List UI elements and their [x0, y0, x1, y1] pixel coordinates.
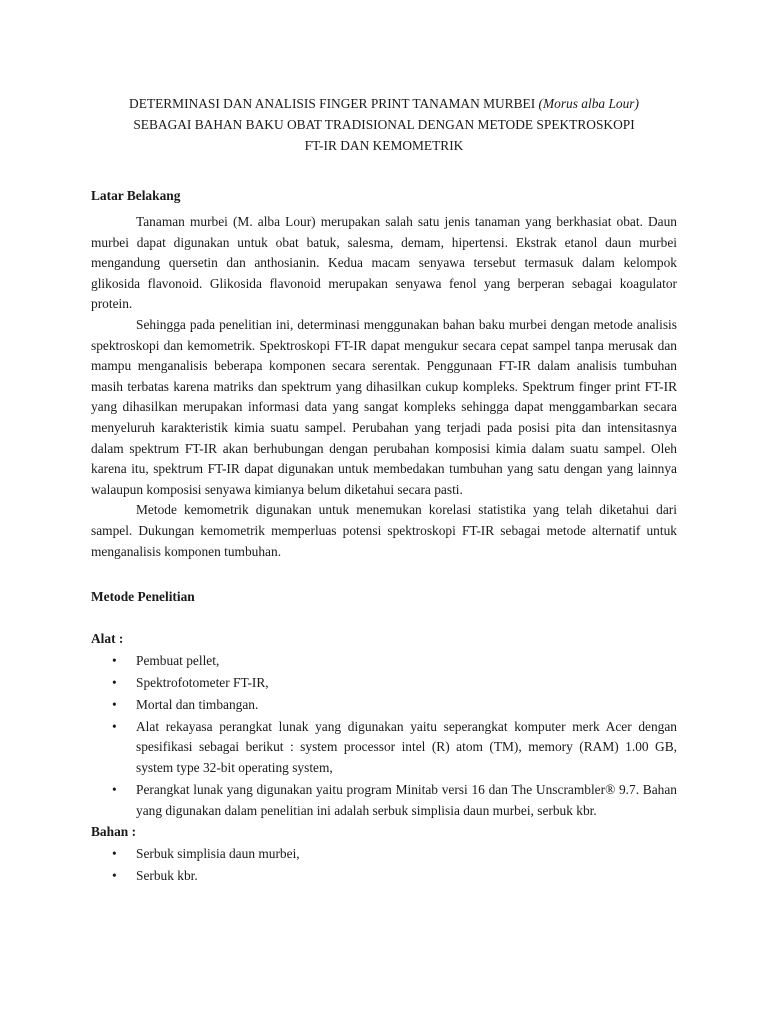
- alat-list: [91, 651, 677, 822]
- list-item: [91, 780, 677, 821]
- bullet-icon: •: [112, 718, 117, 734]
- list-item: [91, 695, 677, 716]
- paragraph-latar-1: Tanaman murbei (M. alba Lour) merupakan salah satu jenis tanaman yang berkhasiat obat. Daun murbei dapat digunakan untuk obat batuk, salesma, demam, hipertensi. Ekstrak etanol daun murbei mengandung quersetin dan anthosianin. Kedua macam senyawa tersebut termasuk dalam kelompok glikosida flavonoid. Glikosida flavonoid merupakan senyawa fenol yang berperan sebagai koagulator protein.: [91, 214, 677, 312]
- section-heading-metode-penelitian: Metode Penelitian: [91, 589, 195, 605]
- list-item: [91, 844, 677, 865]
- title-species-name: (Morus alba Lour): [538, 96, 639, 111]
- bullet-icon: •: [112, 674, 117, 690]
- title-line-3: FT-IR DAN KEMOMETRIK: [304, 138, 464, 153]
- title-line-2: SEBAGAI BAHAN BAKU OBAT TRADISIONAL DENGAN METODE SPEKTROSKOPI: [133, 117, 635, 132]
- bullet-icon: •: [112, 845, 117, 861]
- document-title: [91, 93, 677, 156]
- list-item-text: Serbuk simplisia daun murbei,: [136, 845, 300, 861]
- paragraph-latar-2: Sehingga pada penelitian ini, determinasi menggunakan bahan baku murbei dengan metode analisis spektroskopi dan kemometrik. Spektroskopi FT-IR dapat mengukur secara cepat sampel tanpa merusak dan mampu menganalisis beberapa komponen secara serentak. Penggunaan FT-IR dalam analisis tumbuhan masih terbatas karena matriks dan spektrum yang dihasilkan cukup kompleks. Spektrum finger print FT-IR yang dihasilkan merupakan informasi data yang sangat kompleks sehingga dapat menggambarkan secara menyeluruh karakteristik kimia suatu sampel. Perubahan yang terjadi pada posisi pita dan intensitasnya dalam spektrum FT-IR akan berhubungan dengan perubahan komposisi kimia dalam suatu sampel. Oleh karena itu, spektrum FT-IR dapat digunakan untuk membedakan tumbuhan yang satu dengan yang lainnya walaupun komposisi senyawa kimianya belum diketahui secara pasti.: [91, 316, 677, 497]
- list-item-text: Pembuat pellet,: [136, 652, 220, 668]
- list-item-text: Mortal dan timbangan.: [136, 696, 259, 712]
- bahan-list: [91, 844, 677, 887]
- paragraph-latar-3: Metode kemometrik digunakan untuk menemukan korelasi statistika yang telah diketahui dari sampel. Dukungan kemometrik memperluas potensi spektroskopi FT-IR sebagai metode alternatif untuk menganalisis komponen tumbuhan.: [91, 502, 677, 559]
- list-item: [91, 866, 677, 887]
- subheading-bahan: Bahan :: [91, 824, 137, 840]
- list-item-text: Alat rekayasa perangkat lunak yang digunakan yaitu seperangkat komputer merk Acer dengan spesifikasi sebagai berikut : system processor intel (R) atom (TM), memory (RAM) 1.00 GB, system type 32-bit operating system,: [136, 718, 677, 776]
- list-item-text: Perangkat lunak yang digunakan yaitu program Minitab versi 16 dan The Unscrambler® 9.7. Bahan yang digunakan dalam penelitian ini adalah serbuk simplisia daun murbei, serbuk kbr.: [136, 782, 677, 818]
- bullet-icon: •: [112, 652, 117, 668]
- section-heading-latar-belakang: Latar Belakang: [91, 188, 181, 203]
- subheading-alat: Alat :: [91, 631, 124, 647]
- bullet-icon: •: [112, 867, 117, 883]
- list-item: [91, 673, 677, 694]
- list-item-text: Serbuk kbr.: [136, 867, 198, 883]
- list-item: [91, 651, 677, 672]
- list-item: [91, 717, 677, 779]
- title-main-text: DETERMINASI DAN ANALISIS FINGER PRINT TANAMAN MURBEI: [129, 96, 539, 111]
- bullet-icon: •: [112, 696, 117, 712]
- title-line-1: [91, 93, 677, 114]
- bullet-icon: •: [112, 782, 117, 798]
- list-item-text: Spektrofotometer FT-IR,: [136, 674, 269, 690]
